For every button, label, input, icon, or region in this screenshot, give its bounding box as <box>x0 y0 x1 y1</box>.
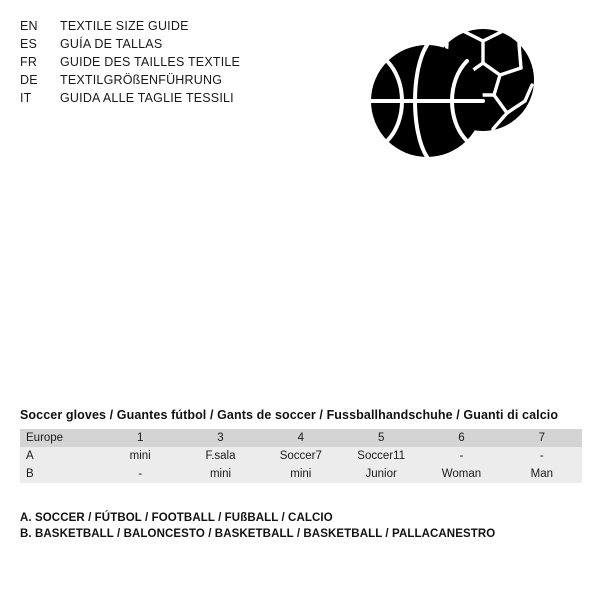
table-header-cell: 1 <box>100 429 180 447</box>
table-header-cell: 3 <box>180 429 260 447</box>
language-code: FR <box>20 55 38 69</box>
table-cell: Junior <box>341 465 421 483</box>
language-text: GUIDA ALLE TAGLIE TESSILI <box>60 91 234 105</box>
table-header-cell: 7 <box>502 429 582 447</box>
table-cell: mini <box>261 465 341 483</box>
language-row <box>20 35 350 53</box>
table-cell: mini <box>180 465 260 483</box>
table-header-cell: Europe <box>20 429 100 447</box>
language-code: EN <box>20 19 38 33</box>
table-header-cell: 6 <box>421 429 501 447</box>
table-row <box>20 447 582 465</box>
language-row <box>20 71 350 89</box>
size-table-title: Soccer gloves / Guantes fútbol / Gants de soccer / Fussballhandschuhe / Guanti di calcio <box>20 408 559 422</box>
table-cell: mini <box>100 447 180 465</box>
language-row <box>20 89 350 107</box>
size-table-section <box>20 408 582 483</box>
size-table <box>20 429 582 483</box>
table-cell: F.sala <box>180 447 260 465</box>
table-cell: - <box>100 465 180 483</box>
footnotes <box>20 510 580 542</box>
language-code: IT <box>20 91 32 105</box>
table-cell: Woman <box>421 465 501 483</box>
language-text: GUÍA DE TALLAS <box>60 37 163 51</box>
table-cell: - <box>502 447 582 465</box>
table-cell: - <box>421 447 501 465</box>
language-text: GUIDE DES TAILLES TEXTILE <box>60 55 241 69</box>
table-cell: B <box>20 465 100 483</box>
language-row <box>20 17 350 35</box>
language-text: TEXTILGRÖßENFÜHRUNG <box>60 73 223 87</box>
table-cell: Soccer7 <box>261 447 341 465</box>
table-cell: A <box>20 447 100 465</box>
table-cell: Man <box>502 465 582 483</box>
language-code: DE <box>20 73 38 87</box>
table-header-row <box>20 429 582 447</box>
language-code: ES <box>20 37 38 51</box>
table-cell: Soccer11 <box>341 447 421 465</box>
language-row <box>20 53 350 71</box>
language-text: TEXTILE SIZE GUIDE <box>60 19 189 33</box>
footnote-b: B. BASKETBALL / BALONCESTO / BASKETBALL / BASKETBALL / PALLACANESTRO <box>20 528 496 540</box>
language-list <box>20 17 350 107</box>
table-row <box>20 465 582 483</box>
table-header-cell: 4 <box>261 429 341 447</box>
footnote-a: A. SOCCER / FÚTBOL / FOOTBALL / FUßBALL / CALCIO <box>20 512 333 524</box>
basketball-and-soccer-ball-illustration <box>355 25 555 170</box>
table-header-cell: 5 <box>341 429 421 447</box>
